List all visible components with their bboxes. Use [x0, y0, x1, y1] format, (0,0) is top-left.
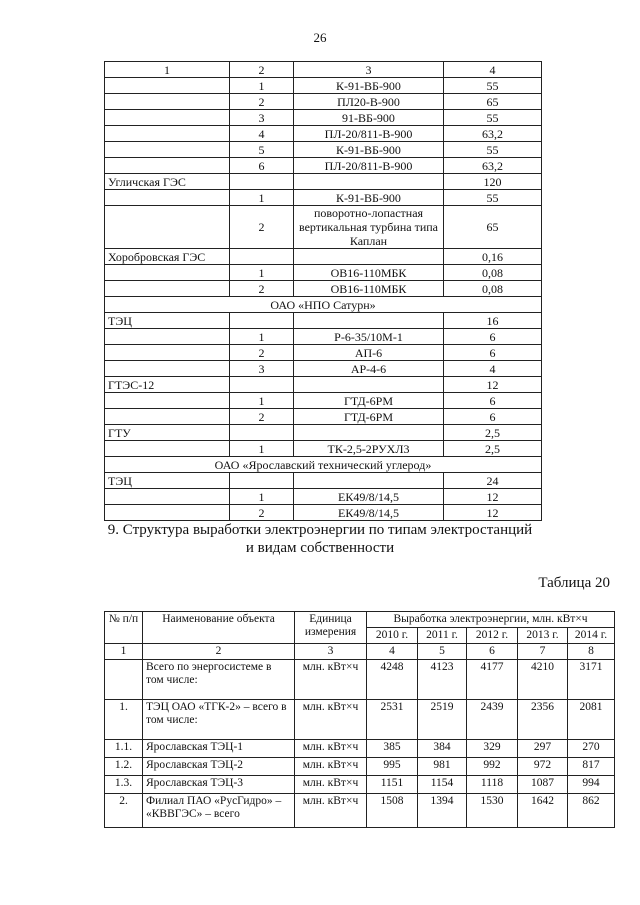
- capacity-value: 2,5: [444, 441, 542, 457]
- table-row: [105, 409, 542, 425]
- unit-number: [230, 425, 294, 441]
- table-row: [105, 206, 542, 249]
- value-cell: 297: [518, 740, 568, 758]
- equipment-model: АП-6: [294, 345, 444, 361]
- table-row: [105, 249, 542, 265]
- station-name: ГТУ: [105, 425, 230, 441]
- unit-cell: млн. кВт×ч: [295, 740, 367, 758]
- table-row: [105, 740, 615, 758]
- capacity-value: 6: [444, 329, 542, 345]
- capacity-value: 0,16: [444, 249, 542, 265]
- unit-number: 1: [230, 441, 294, 457]
- capacity-value: 65: [444, 206, 542, 249]
- table-row: [105, 441, 542, 457]
- station-name: [105, 78, 230, 94]
- value-cell: 1642: [518, 794, 568, 828]
- unit-number: [230, 473, 294, 489]
- unit-cell: млн. кВт×ч: [295, 758, 367, 776]
- unit-number: 1: [230, 78, 294, 94]
- unit-number: 6: [230, 158, 294, 174]
- equipment-model: Р-6-35/10М-1: [294, 329, 444, 345]
- value-cell: 981: [418, 758, 467, 776]
- header-cell: 1: [105, 62, 230, 78]
- equipment-model: ПЛ20-В-900: [294, 94, 444, 110]
- row-num: 2.: [105, 794, 143, 828]
- capacity-value: 12: [444, 505, 542, 521]
- unit-number: 1: [230, 489, 294, 505]
- unit-cell: млн. кВт×ч: [295, 660, 367, 700]
- equipment-model: ТК-2,5-2РУХЛ3: [294, 441, 444, 457]
- header-year: 2013 г.: [518, 628, 568, 644]
- table-row: [105, 794, 615, 828]
- table-row: [105, 425, 542, 441]
- capacity-value: 6: [444, 409, 542, 425]
- value-cell: 2439: [467, 700, 518, 740]
- group-title: ОАО «Ярославский технический углерод»: [105, 457, 542, 473]
- column-number: 1: [105, 644, 143, 660]
- row-num: [105, 660, 143, 700]
- header-num: № п/п: [105, 612, 143, 644]
- value-cell: 4210: [518, 660, 568, 700]
- equipment-model: ОВ16-110МБК: [294, 265, 444, 281]
- table-row: [105, 361, 542, 377]
- equipment-table: [104, 61, 542, 521]
- station-name: [105, 158, 230, 174]
- unit-number: 2: [230, 505, 294, 521]
- table-row: [105, 393, 542, 409]
- table-row: [105, 758, 615, 776]
- column-number: 6: [467, 644, 518, 660]
- value-cell: 4248: [367, 660, 418, 700]
- station-name: Хоробровская ГЭС: [105, 249, 230, 265]
- column-number: 8: [568, 644, 615, 660]
- section-heading: [0, 521, 640, 557]
- table-row: [105, 110, 542, 126]
- value-cell: 3171: [568, 660, 615, 700]
- header-cell: 2: [230, 62, 294, 78]
- equipment-model: [294, 425, 444, 441]
- unit-cell: млн. кВт×ч: [295, 794, 367, 828]
- value-cell: 995: [367, 758, 418, 776]
- header-unit: Единица измерения: [295, 612, 367, 644]
- value-cell: 994: [568, 776, 615, 794]
- unit-number: 2: [230, 409, 294, 425]
- equipment-model: К-91-ВБ-900: [294, 142, 444, 158]
- capacity-value: 6: [444, 393, 542, 409]
- station-name: [105, 409, 230, 425]
- capacity-value: 4: [444, 361, 542, 377]
- equipment-model: 91-ВБ-900: [294, 110, 444, 126]
- column-number: 5: [418, 644, 467, 660]
- column-number-row: [105, 644, 615, 660]
- value-cell: 1118: [467, 776, 518, 794]
- station-name: [105, 345, 230, 361]
- station-name: [105, 329, 230, 345]
- value-cell: 2356: [518, 700, 568, 740]
- value-cell: 4123: [418, 660, 467, 700]
- value-cell: 384: [418, 740, 467, 758]
- unit-cell: млн. кВт×ч: [295, 776, 367, 794]
- header-output: Выработка электроэнергии, млн. кВт×ч: [367, 612, 615, 628]
- table-row: [105, 142, 542, 158]
- group-row: [105, 297, 542, 313]
- unit-number: [230, 313, 294, 329]
- unit-number: 5: [230, 142, 294, 158]
- capacity-value: 55: [444, 78, 542, 94]
- row-num: 1.2.: [105, 758, 143, 776]
- equipment-model: АР-4-6: [294, 361, 444, 377]
- unit-number: 2: [230, 94, 294, 110]
- capacity-value: 16: [444, 313, 542, 329]
- object-name: ТЭЦ ОАО «ТГК-2» – всего в том числе:: [143, 700, 295, 740]
- unit-number: 4: [230, 126, 294, 142]
- unit-number: [230, 174, 294, 190]
- capacity-value: 12: [444, 489, 542, 505]
- column-number: 4: [367, 644, 418, 660]
- equipment-model: ОВ16-110МБК: [294, 281, 444, 297]
- equipment-model: К-91-ВБ-900: [294, 190, 444, 206]
- station-name: [105, 190, 230, 206]
- generation-table: [104, 611, 615, 828]
- value-cell: 1508: [367, 794, 418, 828]
- table-row: [105, 190, 542, 206]
- capacity-value: 120: [444, 174, 542, 190]
- header-name: Наименование объекта: [143, 612, 295, 644]
- station-name: [105, 393, 230, 409]
- equipment-model: поворотно-лопастная вертикальная турбина типа Каплан: [294, 206, 444, 249]
- object-name: Ярославская ТЭЦ-3: [143, 776, 295, 794]
- capacity-value: 55: [444, 190, 542, 206]
- table-row: [105, 158, 542, 174]
- object-name: Ярославская ТЭЦ-1: [143, 740, 295, 758]
- capacity-value: 24: [444, 473, 542, 489]
- equipment-model: ГТД-6РМ: [294, 409, 444, 425]
- station-name: [105, 142, 230, 158]
- equipment-model: ПЛ-20/811-В-900: [294, 158, 444, 174]
- column-number: 7: [518, 644, 568, 660]
- equipment-model: К-91-ВБ-900: [294, 78, 444, 94]
- equipment-model: ПЛ-20/811-В-900: [294, 126, 444, 142]
- station-name: Угличская ГЭС: [105, 174, 230, 190]
- table-row: [105, 489, 542, 505]
- value-cell: 2081: [568, 700, 615, 740]
- table-row: [105, 700, 615, 740]
- header-cell: 4: [444, 62, 542, 78]
- row-num: 1.1.: [105, 740, 143, 758]
- equipment-model: ГТД-6РМ: [294, 393, 444, 409]
- unit-number: 2: [230, 281, 294, 297]
- value-cell: 1087: [518, 776, 568, 794]
- value-cell: 270: [568, 740, 615, 758]
- table-row: [105, 776, 615, 794]
- header-year: 2012 г.: [467, 628, 518, 644]
- station-name: [105, 505, 230, 521]
- unit-number: [230, 249, 294, 265]
- unit-number: 1: [230, 393, 294, 409]
- section-heading-line-1: 9. Структура выработки электроэнергии по типам электростанций: [107, 522, 533, 538]
- station-name: [105, 110, 230, 126]
- station-name: [105, 281, 230, 297]
- unit-number: 3: [230, 110, 294, 126]
- unit-number: 1: [230, 190, 294, 206]
- capacity-value: 63,2: [444, 158, 542, 174]
- value-cell: 4177: [467, 660, 518, 700]
- station-name: [105, 94, 230, 110]
- equipment-model: [294, 174, 444, 190]
- value-cell: 972: [518, 758, 568, 776]
- equipment-model: [294, 473, 444, 489]
- unit-cell: млн. кВт×ч: [295, 700, 367, 740]
- station-name: [105, 265, 230, 281]
- station-name: [105, 361, 230, 377]
- group-title: ОАО «НПО Сатурн»: [105, 297, 542, 313]
- value-cell: 992: [467, 758, 518, 776]
- table-row: [105, 126, 542, 142]
- unit-number: 2: [230, 206, 294, 249]
- table-label: Таблица 20: [538, 575, 610, 591]
- value-cell: 329: [467, 740, 518, 758]
- value-cell: 817: [568, 758, 615, 776]
- table-row: [105, 313, 542, 329]
- value-cell: 1530: [467, 794, 518, 828]
- unit-number: [230, 377, 294, 393]
- value-cell: 1151: [367, 776, 418, 794]
- equipment-model: [294, 249, 444, 265]
- capacity-value: 65: [444, 94, 542, 110]
- station-name: [105, 206, 230, 249]
- object-name: Ярославская ТЭЦ-2: [143, 758, 295, 776]
- unit-number: 2: [230, 345, 294, 361]
- equipment-model: [294, 377, 444, 393]
- table-row: [105, 281, 542, 297]
- section-heading-line-2: и видам собственности: [245, 540, 395, 556]
- table-row: [105, 329, 542, 345]
- header-row: [105, 612, 615, 628]
- object-name: Филиал ПАО «РусГидро» – «КВВГЭС» – всего: [143, 794, 295, 828]
- table-row: [105, 94, 542, 110]
- capacity-value: 55: [444, 110, 542, 126]
- row-num: 1.: [105, 700, 143, 740]
- capacity-value: 0,08: [444, 281, 542, 297]
- capacity-value: 55: [444, 142, 542, 158]
- unit-number: 1: [230, 265, 294, 281]
- unit-number: 1: [230, 329, 294, 345]
- table-row: [105, 377, 542, 393]
- table-row: [105, 473, 542, 489]
- value-cell: 2531: [367, 700, 418, 740]
- table-row: [105, 78, 542, 94]
- header-year: 2011 г.: [418, 628, 467, 644]
- page-number: 26: [313, 30, 327, 45]
- value-cell: 2519: [418, 700, 467, 740]
- station-name: ТЭЦ: [105, 313, 230, 329]
- row-num: 1.3.: [105, 776, 143, 794]
- equipment-model: ЕК49/8/14,5: [294, 505, 444, 521]
- station-name: ГТЭС-12: [105, 377, 230, 393]
- column-number: 2: [143, 644, 295, 660]
- capacity-value: 2,5: [444, 425, 542, 441]
- station-name: [105, 441, 230, 457]
- capacity-value: 6: [444, 345, 542, 361]
- object-name: Всего по энергосистеме в том числе:: [143, 660, 295, 700]
- station-name: ТЭЦ: [105, 473, 230, 489]
- group-row: [105, 457, 542, 473]
- table-row: [105, 265, 542, 281]
- equipment-model: [294, 313, 444, 329]
- column-number: 3: [295, 644, 367, 660]
- value-cell: 862: [568, 794, 615, 828]
- equipment-model: ЕК49/8/14,5: [294, 489, 444, 505]
- capacity-value: 63,2: [444, 126, 542, 142]
- table-row: [105, 345, 542, 361]
- station-name: [105, 126, 230, 142]
- table-row: [105, 505, 542, 521]
- value-cell: 1154: [418, 776, 467, 794]
- value-cell: 1394: [418, 794, 467, 828]
- capacity-value: 12: [444, 377, 542, 393]
- header-cell: 3: [294, 62, 444, 78]
- capacity-value: 0,08: [444, 265, 542, 281]
- header-year: 2014 г.: [568, 628, 615, 644]
- unit-number: 3: [230, 361, 294, 377]
- value-cell: 385: [367, 740, 418, 758]
- table-row: [105, 174, 542, 190]
- header-row: [105, 62, 542, 78]
- station-name: [105, 489, 230, 505]
- table-row: [105, 660, 615, 700]
- header-year: 2010 г.: [367, 628, 418, 644]
